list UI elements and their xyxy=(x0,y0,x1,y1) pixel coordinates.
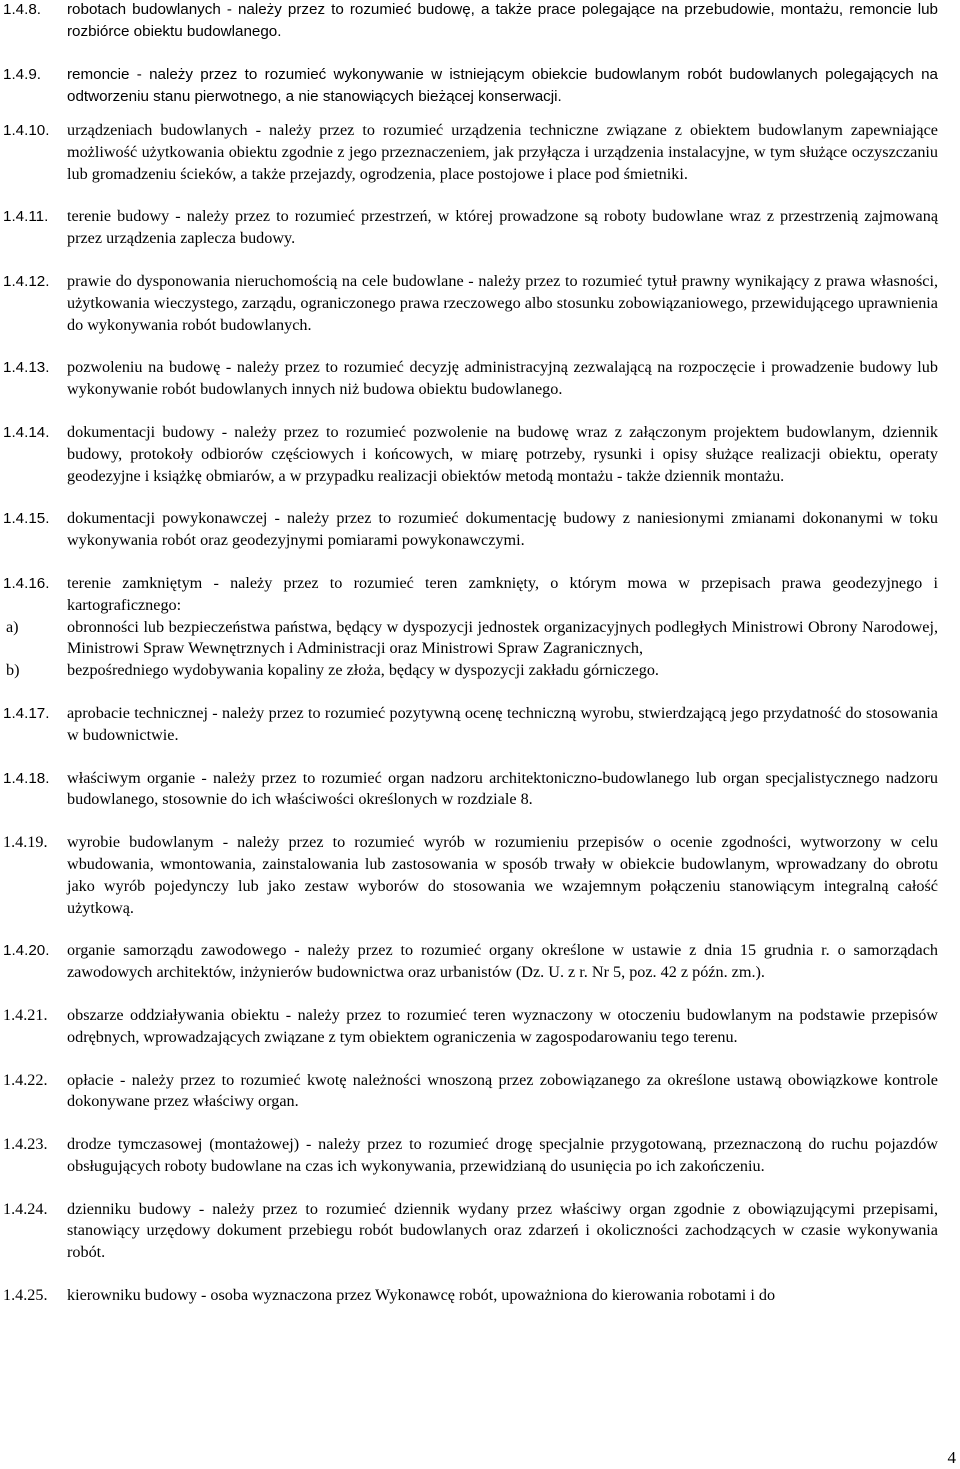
definition-text: remoncie - należy przez to rozumieć wykonywanie w istniejącym obiekcie budowlanym robót budowlanych polegających na odtworzeniu stanu pierwotnego, a nie stanowiących bieżącej konserwacji. xyxy=(67,66,938,105)
definition-number: 1.4.25. xyxy=(3,1286,48,1305)
page-number: 4 xyxy=(947,1448,956,1467)
definition-1-4-13 xyxy=(3,357,938,401)
definition-number: 1.4.15. xyxy=(3,510,50,528)
definition-text: opłacie - należy przez to rozumieć kwotę należności wnoszoną przez zobowiązanego za określone ustawą obowiązkowe kontrole dokonywane przez właściwy organ. xyxy=(67,1070,938,1111)
definition-text: drodze tymczasowej (montażowej) - należy przez to rozumieć drogę specjalnie przygotowaną, przeznaczoną do ruchu pojazdów obsługujących roboty budowlane na czas ich wykonywania, przewidzianą do usunięcia po ich zakończeniu. xyxy=(67,1135,938,1175)
definition-text: terenie budowy - należy przez to rozumieć przestrzeń, w której prowadzone są roboty budowlane wraz z przestrzenią zajmowaną przez urządzenia zaplecza budowy. xyxy=(67,207,938,248)
definition-text: kierowniku budowy - osoba wyznaczona przez Wykonawcę robót, upoważniona do kierowania robotami i do xyxy=(67,1286,776,1305)
definition-number: 1.4.12. xyxy=(3,272,50,290)
definition-1-4-20 xyxy=(3,940,938,984)
definition-1-4-10 xyxy=(3,120,938,185)
definition-text: urządzeniach budowlanych - należy przez to rozumieć urządzenia techniczne związane z obiektem budowlanym zapewniające możliwość użytkowania obiektu zgodnie z jego przeznaczeniem, jak przyłącza i urządzenia instalacyjne, w tym służące oczyszczaniu lub gromadzeniu ścieków, a także przejazdy, ogrodzenia, place postojowe i place pod śmietniki. xyxy=(67,121,938,183)
definition-number: 1.4.20. xyxy=(3,942,50,960)
definition-number: 1.4.10. xyxy=(3,122,50,139)
definition-number: 1.4.11. xyxy=(3,208,49,226)
definition-1-4-14 xyxy=(3,422,938,487)
definition-number: 1.4.17. xyxy=(3,704,50,722)
definition-number: 1.4.19. xyxy=(3,833,48,852)
definition-text: organie samorządu zawodowego - należy przez to rozumieć organy określone w ustawie z dnia 15 grudnia r. o samorządach zawodowych architektów, inżynierów budownictwa oraz urbanistów (Dz. U. z r. Nr 5, poz. 42 z późn. zm.). xyxy=(67,941,938,982)
definition-1-4-12 xyxy=(3,271,938,336)
definition-number: 1.4.24. xyxy=(3,1199,48,1218)
definition-text: dzienniku budowy - należy przez to rozumieć dziennik wydany przez właściwy organ zgodnie z obowiązującymi przepisami, stanowiący urzędowy dokument przebiegu robót budowlanych oraz zdarzeń i okoliczności zachodzących w czasie wykonywania robót. xyxy=(67,1199,938,1262)
definition-number: 1.4.8. xyxy=(3,1,41,18)
definition-number: 1.4.9. xyxy=(3,66,41,83)
sub-item-letter: b) xyxy=(6,661,20,680)
definition-1-4-19 xyxy=(3,832,938,919)
definition-sub-item-b xyxy=(6,660,938,682)
definition-1-4-25 xyxy=(3,1285,938,1307)
definition-1-4-24 xyxy=(3,1199,938,1264)
sub-item-text: obronności lub bezpieczeństwa państwa, będący w dyspozycji jednostek organizacyjnych podległych Ministrowi Obrony Narodowej, Ministrowi Spraw Wewnętrznych i Administracji oraz Ministrowi Spraw Zagranicznych, xyxy=(67,617,938,658)
sub-item-letter: a) xyxy=(6,617,19,636)
definition-text: właściwym organie - należy przez to rozumieć organ nadzoru architektoniczno-budowlanego lub organ specjalistycznego nadzoru budowlanego, stosownie do ich właściwości określonych w rozdziale 8. xyxy=(67,768,938,809)
definition-1-4-21 xyxy=(3,1005,938,1049)
definition-text: dokumentacji budowy - należy przez to rozumieć pozwolenie na budowę wraz z załączonym projektem budowlanym, dziennik budowy, protokoły odbiorów częściowych i końcowych, w miarę potrzeby, rysunki i opisy służące realizacji obiektu, operaty geodezyjne i książkę obmiarów, a w przypadku realizacji obiektów metodą montażu - także dziennik montażu. xyxy=(67,422,938,485)
definition-1-4-17 xyxy=(3,703,938,747)
definition-number: 1.4.16. xyxy=(3,574,50,592)
definition-number: 1.4.21. xyxy=(3,1005,48,1024)
definition-text: prawie do dysponowania nieruchomością na cele budowlane - należy przez to rozumieć tytuł prawny wynikający z prawa własności, użytkowania wieczystego, zarządu, ograniczonego prawa rzeczowego albo stosunku zobowiązaniowego, przewidującego uprawnienia do wykonywania robót budowlanych. xyxy=(67,271,938,334)
definition-number: 1.4.23. xyxy=(3,1135,48,1154)
definition-text: pozwoleniu na budowę - należy przez to rozumieć decyzję administracyjną zezwalającą na rozpoczęcie i prowadzenie budowy lub wykonywanie robót budowlanych innych niż budowa obiektu budowlanego. xyxy=(67,358,938,399)
definition-sub-item-a xyxy=(6,617,938,661)
definition-1-4-11 xyxy=(3,206,938,250)
sub-item-text: bezpośredniego wydobywania kopaliny ze złoża, będący w dyspozycji zakładu górniczego. xyxy=(67,661,659,680)
definition-1-4-8 xyxy=(3,0,938,42)
definition-text: robotach budowlanych - należy przez to rozumieć budowę, a także prace polegające na przebudowie, montażu, remoncie lub rozbiórce obiektu budowlanego. xyxy=(67,1,938,40)
definition-number: 1.4.18. xyxy=(3,769,50,787)
definition-number: 1.4.14. xyxy=(3,423,50,441)
definition-number: 1.4.13. xyxy=(3,359,50,377)
definition-text: wyrobie budowlanym - należy przez to rozumieć wyrób w rozumieniu przepisów o ocenie zgodności, wytworzony w celu wbudowania, wmontowania, zainstalowania lub zastosowania w sposób trwały w obiekcie budowlanym, wprowadzany do obrotu jako wyrób pojedynczy lub jako zestaw wyborów do stosowania we wzajemnym połączeniu stanowiącym integralną całość użytkową. xyxy=(67,833,938,917)
definition-number: 1.4.22. xyxy=(3,1070,48,1089)
definition-text: dokumentacji powykonawczej - należy przez to rozumieć dokumentację budowy z naniesionymi zmianami dokonanymi w toku wykonywania robót oraz geodezyjnymi pomiarami powykonawczymi. xyxy=(67,509,938,550)
definition-1-4-9 xyxy=(3,64,938,107)
definition-1-4-18 xyxy=(3,768,938,812)
definition-text: aprobacie technicznej - należy przez to rozumieć pozytywną ocenę techniczną wyrobu, stwierdzającą jego przydatność do stosowania w budownictwie. xyxy=(67,703,938,744)
definition-1-4-22 xyxy=(3,1070,938,1114)
definition-1-4-15 xyxy=(3,508,938,552)
definition-1-4-23 xyxy=(3,1134,938,1178)
definition-text: obszarze oddziaływania obiektu - należy przez to rozumieć teren wyznaczony w otoczeniu budowlanym na podstawie przepisów odrębnych, wprowadzających związane z tym obiektem ograniczenia w zagospodarowaniu tego terenu. xyxy=(67,1005,938,1046)
definition-1-4-16 xyxy=(3,573,938,617)
definition-text: terenie zamkniętym - należy przez to rozumieć teren zamknięty, o którym mowa w przepisach prawa geodezyjnego i kartograficznego: xyxy=(67,573,938,614)
